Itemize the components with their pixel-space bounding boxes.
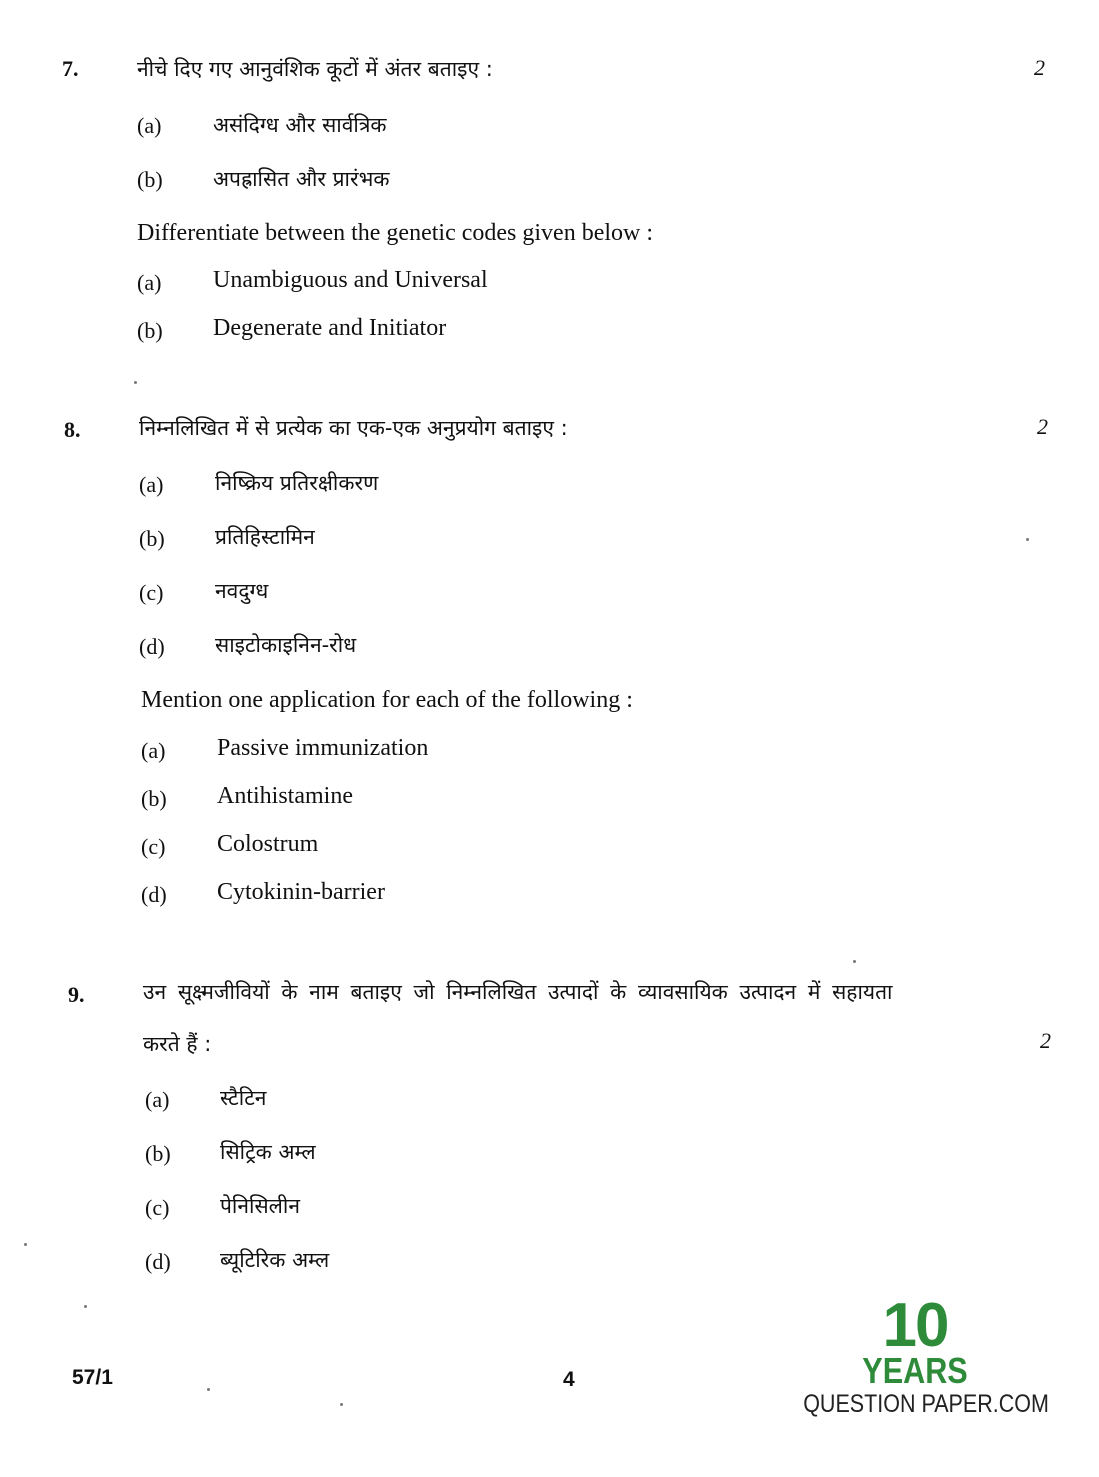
marks: 2 [1040,1028,1051,1053]
item-label: (a) [139,472,164,497]
item-text-english: Cytokinin-barrier [217,879,385,905]
question-stem-hindi-continued: करते हैं : [143,1032,212,1056]
item-label: (a) [141,738,166,763]
item-text-hindi: निष्क्रिय प्रतिरक्षीकरण [215,471,379,495]
item-text-english: Degenerate and Initiator [213,315,447,341]
item-text-hindi: नवदुग्ध [215,579,269,603]
item-label: (a) [137,270,162,295]
item-label: (b) [137,167,163,192]
question-stem-hindi: उन सूक्ष्मजीवियों के नाम बताइए जो निम्नलिखित उत्पादों के व्यावसायिक उत्पादन में सहायता [143,980,893,1004]
marks: 2 [1034,55,1045,80]
question-stem-hindi: निम्नलिखित में से प्रत्येक का एक-एक अनुप्रयोग बताइए : [139,416,568,440]
item-label: (b) [139,526,165,551]
scan-speck [207,1388,210,1391]
scan-speck [84,1305,87,1308]
item-label: (d) [139,634,165,659]
page-number: 4 [563,1368,575,1391]
question-stem-hindi: नीचे दिए गए आनुवंशिक कूटों में अंतर बताइए : [137,57,493,81]
item-label: (d) [145,1249,171,1274]
question-stem-english: Differentiate between the genetic codes given below : [137,220,654,246]
item-text-hindi: पेनिसिलीन [220,1194,300,1218]
item-text-english: Unambiguous and Universal [213,267,488,293]
site-logo [785,1291,1049,1425]
logo-site-name: QUESTION PAPER.COM [803,1390,1049,1418]
logo-number: 10 [882,1291,948,1360]
item-label: (c) [145,1195,170,1220]
item-label: (b) [141,786,167,811]
item-text-english: Colostrum [217,831,319,857]
scan-speck [134,381,137,384]
scan-speck [340,1403,343,1406]
item-text-hindi: अपह्रासित और प्रारंभक [213,167,390,191]
item-text-hindi: असंदिग्ध और सार्वत्रिक [213,113,387,137]
item-label: (b) [145,1141,171,1166]
item-label: (b) [137,318,163,343]
item-label: (c) [141,834,166,859]
item-text-hindi: प्रतिहिस्टामिन [215,525,315,549]
logo-word: YEARS [862,1350,968,1391]
scan-speck [1026,538,1029,541]
item-text-hindi: सिट्रिक अम्ल [220,1140,316,1164]
scan-speck [24,1243,27,1246]
item-label: (d) [141,882,167,907]
scan-speck [853,960,856,963]
item-text-english: Passive immunization [217,735,429,761]
item-label: (a) [145,1087,170,1112]
paper-code: 57/1 [72,1366,113,1389]
question-number: 9. [68,982,85,1007]
marks: 2 [1037,414,1048,439]
question-number: 8. [64,417,81,442]
item-text-hindi: साइटोकाइनिन-रोध [215,633,357,657]
question-stem-english: Mention one application for each of the following : [141,687,633,713]
item-label: (c) [139,580,164,605]
item-text-english: Antihistamine [217,783,353,809]
item-text-hindi: स्टैटिन [220,1086,267,1110]
item-text-hindi: ब्यूटिरिक अम्ल [220,1248,330,1272]
item-label: (a) [137,113,162,138]
question-number: 7. [62,56,79,81]
